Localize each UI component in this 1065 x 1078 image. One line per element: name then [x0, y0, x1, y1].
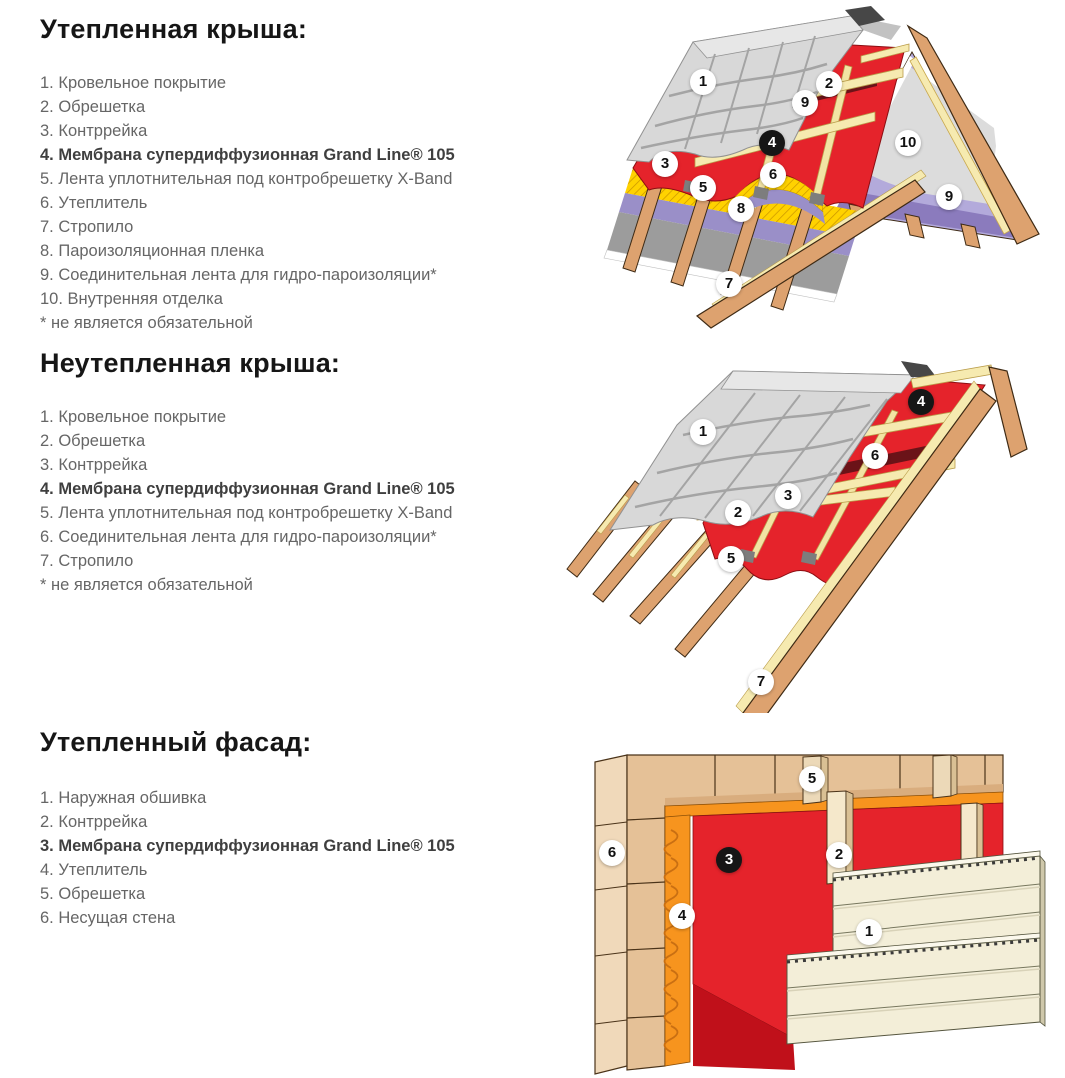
list-item: * не является обязательной	[40, 314, 253, 332]
diagram-badge: 10	[895, 130, 921, 156]
insulated-roof-diagram	[565, 0, 1065, 330]
list-item: 4. Утеплитель	[40, 861, 148, 879]
list-item: 2. Обрешетка	[40, 432, 146, 450]
diagram-badge: 3	[652, 151, 678, 177]
list-item: 2. Обрешетка	[40, 98, 146, 116]
section-title-uninsulated-roof: Неутепленная крыша:	[40, 348, 341, 378]
diagram-badge: 9	[936, 184, 962, 210]
insulated-roof-illustration	[565, 0, 1065, 330]
diagram-badge: 1	[690, 69, 716, 95]
diagram-badge: 2	[816, 71, 842, 97]
list-item: 5. Лента уплотнительная под контробрешетку X-Band	[40, 170, 453, 188]
list-item: 9. Соединительная лента для гидро-пароизоляции*	[40, 266, 437, 284]
section-title-insulated-roof: Утепленная крыша:	[40, 14, 308, 44]
diagram-badge: 6	[862, 443, 888, 469]
diagram-badge: 1	[856, 919, 882, 945]
diagram-badge: 6	[599, 840, 625, 866]
list-item: 1. Кровельное покрытие	[40, 74, 227, 92]
diagram-badge: 2	[826, 842, 852, 868]
list-uninsulated-roof	[40, 405, 455, 597]
list-item: 5. Обрешетка	[40, 885, 146, 903]
diagram-badge: 4	[759, 130, 785, 156]
diagram-badge: 4	[908, 389, 934, 415]
diagram-badge: 4	[669, 903, 695, 929]
list-item: 6. Утеплитель	[40, 194, 148, 212]
list-item: 1. Наружная обшивка	[40, 789, 207, 807]
diagram-badge: 2	[725, 500, 751, 526]
list-item: 8. Пароизоляционная пленка	[40, 242, 265, 260]
list-item: * не является обязательной	[40, 576, 253, 594]
list-item: 6. Соединительная лента для гидро-пароизоляции*	[40, 528, 437, 546]
uninsulated-roof-illustration	[565, 345, 1065, 713]
list-item: 3. Мембрана супердиффузионная Grand Line® 105	[40, 837, 455, 855]
insulated-facade-diagram	[565, 730, 1065, 1078]
diagram-badge: 6	[760, 162, 786, 188]
diagram-badge: 7	[748, 669, 774, 695]
diagram-badge: 5	[799, 766, 825, 792]
list-item: 3. Контррейка	[40, 122, 148, 140]
diagram-badge: 8	[728, 196, 754, 222]
list-item: 3. Контррейка	[40, 456, 148, 474]
diagram-badge: 3	[716, 847, 742, 873]
diagram-badge: 9	[792, 90, 818, 116]
list-item: 4. Мембрана супердиффузионная Grand Line® 105	[40, 480, 455, 498]
uninsulated-roof-diagram	[565, 345, 1065, 713]
diagram-badge: 5	[690, 175, 716, 201]
list-insulated-facade	[40, 786, 455, 930]
list-item: 2. Контррейка	[40, 813, 148, 831]
list-item: 7. Стропило	[40, 218, 134, 236]
list-item: 1. Кровельное покрытие	[40, 408, 227, 426]
list-item: 5. Лента уплотнительная под контробрешетку X-Band	[40, 504, 453, 522]
diagram-badge: 1	[690, 419, 716, 445]
list-item: 4. Мембрана супердиффузионная Grand Line® 105	[40, 146, 455, 164]
list-item: 10. Внутренняя отделка	[40, 290, 223, 308]
list-insulated-roof	[40, 71, 455, 335]
diagram-badge: 7	[716, 271, 742, 297]
list-item: 6. Несущая стена	[40, 909, 176, 927]
list-item: 7. Стропило	[40, 552, 134, 570]
section-title-insulated-facade: Утепленный фасад:	[40, 727, 312, 757]
diagram-badge: 5	[718, 546, 744, 572]
diagram-badge: 3	[775, 483, 801, 509]
